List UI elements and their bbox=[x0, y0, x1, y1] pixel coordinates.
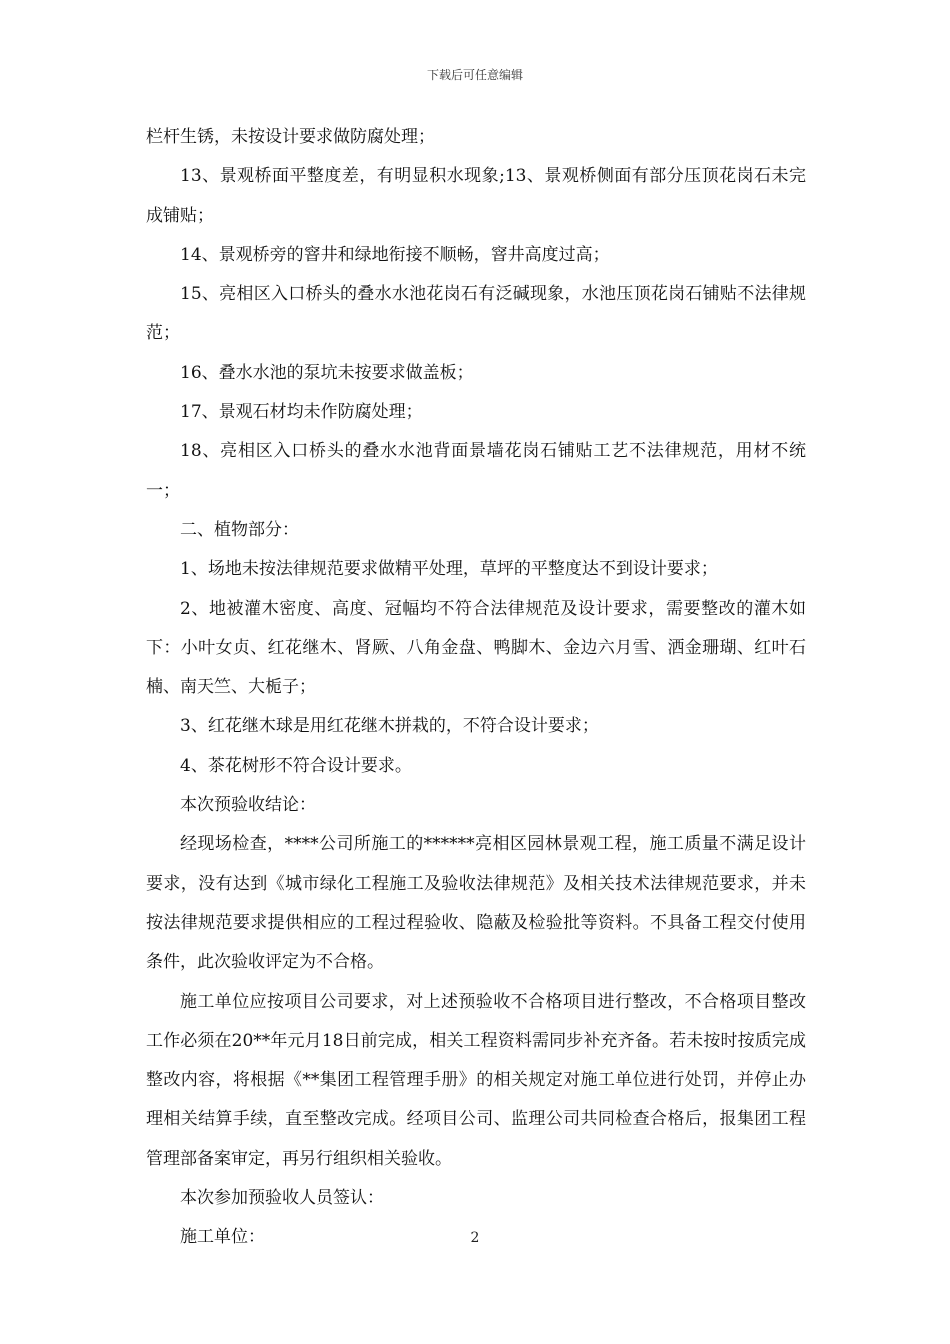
paragraph-plant-item-2: 2、地被灌木密度、高度、冠幅均不符合法律规范及设计要求，需要整改的灌木如下：小叶女贞、红花继木、肾厥、八角金盘、鸭脚木、金边六月雪、洒金珊瑚、红叶石楠、南天竺、大栀子； bbox=[146, 598, 806, 698]
paragraph-item-16: 16、叠水水池的泵坑未按要求做盖板； bbox=[180, 362, 474, 383]
paragraph-item-14: 14、景观桥旁的窨井和绿地衔接不顺畅，窨井高度过高； bbox=[180, 244, 610, 265]
paragraph-railing-rust: 栏杆生锈，未按设计要求做防腐处理； bbox=[146, 127, 435, 147]
paragraph-item-13: 13、景观桥面平整度差，有明显积水现象;13、景观桥侧面有部分压顶花岗石未完成铺贴； bbox=[146, 166, 806, 226]
paragraph-plant-item-4: 4、茶花树形不符合设计要求。 bbox=[180, 755, 412, 776]
paragraph-item-15: 15、亮相区入口桥头的叠水水池花岗石有泛碱现象，水池压顶花岗石铺贴不法律规范； bbox=[146, 284, 806, 344]
section-heading-signatures: 本次参加预验收人员签认： bbox=[180, 1188, 384, 1209]
paragraph-plant-item-3: 3、红花继木球是用红花继木拼栽的，不符合设计要求； bbox=[180, 716, 599, 737]
paragraph-rectification: 施工单位应按项目公司要求，对上述预验收不合格项目进行整改，不合格项目整改工作必须在20**年元月18日前完成，相关工程资料需同步补充齐备。若未按时按质完成整改内容，将根据《**集团工程管理手册》的相关规定对施工单位进行处罚，并停止办理相关结算手续，直至整改完成。经项目公司、监理公司共同检查合格后，报集团工程管理部备案审定，再另行组织相关验收。 bbox=[146, 991, 806, 1169]
page-number: 2 bbox=[470, 1230, 480, 1246]
paragraph-plant-item-1: 1、场地未按法律规范要求做精平处理，草坪的平整度达不到设计要求； bbox=[180, 559, 718, 580]
section-heading-plants: 二、植物部分： bbox=[180, 519, 299, 540]
paragraph-item-18: 18、亮相区入口桥头的叠水水池背面景墙花岗石铺贴工艺不法律规范，用材不统一； bbox=[146, 441, 806, 501]
document-body bbox=[146, 118, 806, 1258]
paragraph-item-17: 17、景观石材均未作防腐处理； bbox=[180, 402, 423, 423]
paragraph-conclusion: 经现场检查，****公司所施工的******亮相区园林景观工程，施工质量不满足设计要求，没有达到《城市绿化工程施工及验收法律规范》及相关技术法律规范要求，并未按法律规范要求提供相应的工程过程验收、隐蔽及检验批等资料。不具备工程交付使用条件，此次验收评定为不合格。 bbox=[146, 834, 806, 973]
page-header-note: 下载后可任意编辑 bbox=[426, 68, 523, 82]
section-heading-conclusion: 本次预验收结论： bbox=[180, 795, 316, 816]
signature-construction-unit: 施工单位： bbox=[180, 1227, 265, 1248]
